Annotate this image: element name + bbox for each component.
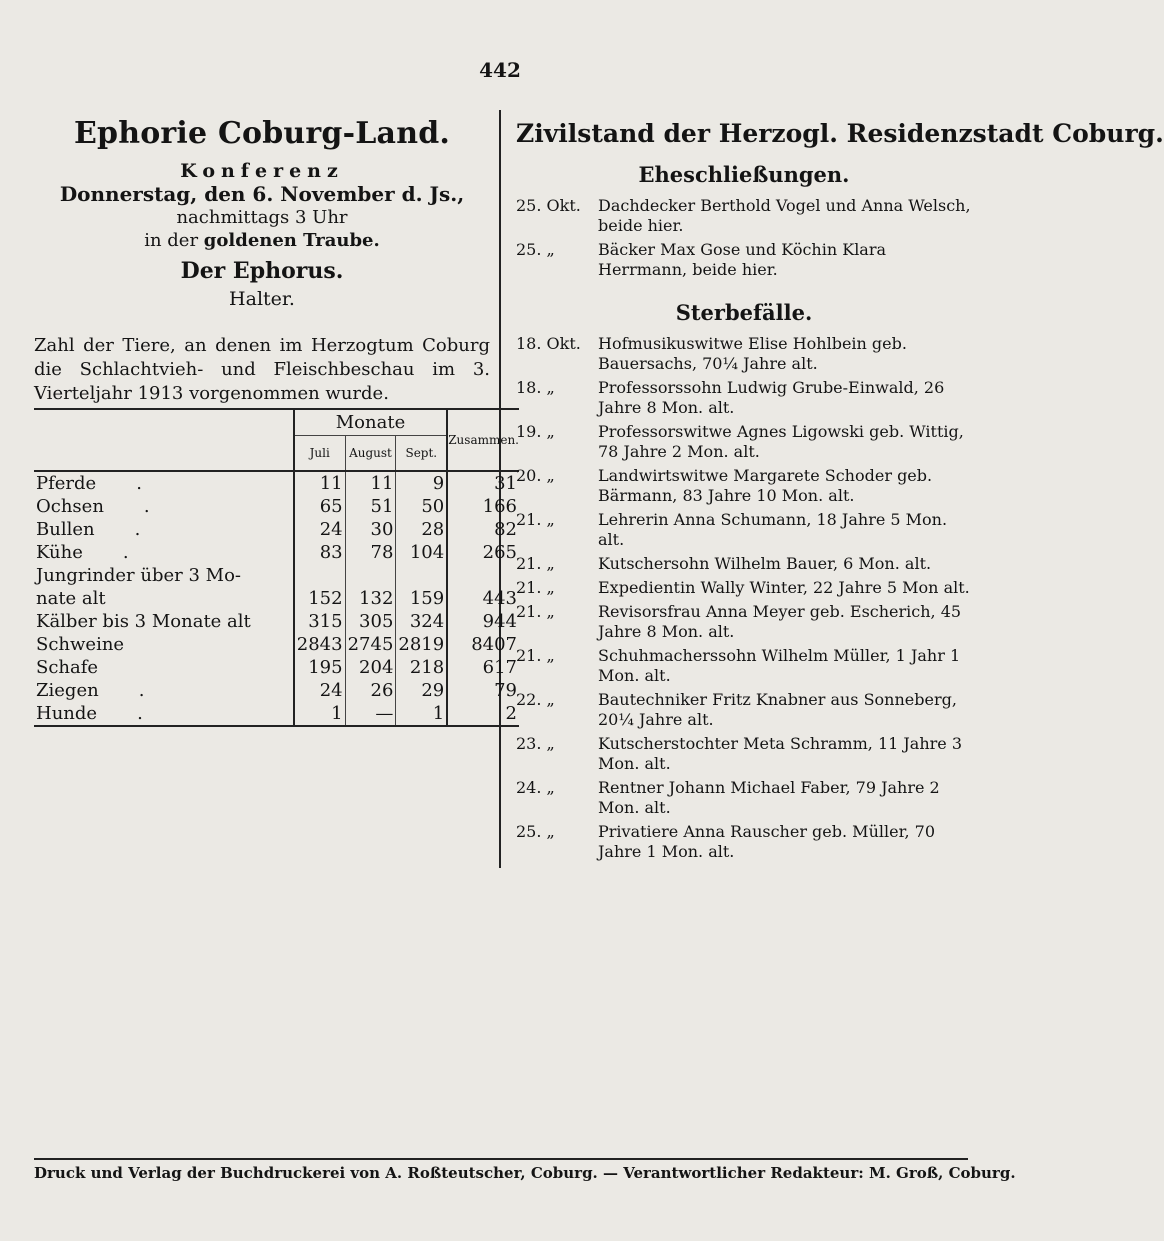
row-label <box>34 518 294 541</box>
label-header <box>34 409 294 471</box>
marriages-list <box>516 196 972 280</box>
row-label-text: Ochsen <box>36 496 104 517</box>
cell-value: 132 <box>345 587 396 610</box>
row-label-text: Bullen <box>36 519 95 540</box>
cell-value: 1 <box>294 702 345 726</box>
row-dots: . <box>137 703 143 724</box>
cell-value <box>294 564 345 587</box>
death-entry <box>516 510 972 550</box>
death-text: Rentner Johann Michael Faber, 79 Jahre 2 Mon. alt. <box>598 778 940 817</box>
right-column <box>516 110 1164 866</box>
table-row <box>34 495 519 518</box>
months-group-header: Monate <box>294 409 447 436</box>
page-number: 442 <box>479 58 521 82</box>
cell-value: 83 <box>294 541 345 564</box>
cell-value: 166 <box>447 495 519 518</box>
cell-value: 78 <box>345 541 396 564</box>
row-dots: . <box>122 542 129 563</box>
livestock-table <box>34 408 519 727</box>
death-date: 21. „ <box>516 510 555 529</box>
death-text: Kutscherstochter Meta Schramm, 11 Jahre 3 Mon. alt. <box>598 734 963 773</box>
marriage-date: 25. Okt. <box>516 196 581 215</box>
row-label <box>34 495 294 518</box>
cell-value: 31 <box>447 471 519 495</box>
row-label <box>34 471 294 495</box>
row-label <box>34 564 294 587</box>
table-row <box>34 471 519 495</box>
cell-value: 218 <box>396 656 447 679</box>
deaths-list <box>516 334 972 862</box>
cell-value: 65 <box>294 495 345 518</box>
cell-value: 24 <box>294 679 345 702</box>
row-label-text: Schafe <box>36 657 99 678</box>
marriage-text: Dachdecker Berthold Vogel und Anna Welsch, beide hier. <box>598 196 971 235</box>
cell-value: 28 <box>396 518 447 541</box>
row-label-text: nate alt <box>36 588 106 609</box>
conference-time: nachmittags 3 Uhr <box>176 207 348 228</box>
conference-place <box>34 229 490 252</box>
cell-value: 82 <box>447 518 519 541</box>
total-header: Zusammen. <box>447 409 519 471</box>
cell-value: 195 <box>294 656 345 679</box>
death-text: Professorssohn Ludwig Grube-Einwald, 26 Jahre 8 Mon. alt. <box>598 378 945 417</box>
row-label <box>34 587 294 610</box>
signer-title: Der Ephorus. <box>180 258 344 284</box>
table-intro: Zahl der Tiere, an denen im Herzogtum Coburg die Schlachtvieh- und Fleischbeschau im 3. Vierteljahr 1913 vorgenommen wurde. <box>34 335 490 404</box>
row-dots <box>241 565 281 586</box>
death-date: 22. „ <box>516 690 555 709</box>
cell-value: 8407 <box>447 633 519 656</box>
death-text: Professorswitwe Agnes Ligowski geb. Wittig, 78 Jahre 2 Mon. alt. <box>598 422 964 461</box>
row-label <box>34 633 294 656</box>
cell-value <box>345 564 396 587</box>
death-entry <box>516 578 972 598</box>
row-label <box>34 679 294 702</box>
death-entry <box>516 422 972 462</box>
row-dots <box>251 611 291 632</box>
cell-value: 265 <box>447 541 519 564</box>
cell-value: 79 <box>447 679 519 702</box>
death-date: 18. Okt. <box>516 334 581 353</box>
table-row <box>34 518 519 541</box>
cell-value: 617 <box>447 656 519 679</box>
cell-value: 51 <box>345 495 396 518</box>
deaths-heading: Sterbefälle. <box>675 300 813 325</box>
cell-value <box>396 564 447 587</box>
footer-rule <box>34 1158 968 1160</box>
cell-value: 50 <box>396 495 447 518</box>
table-row <box>34 610 519 633</box>
month-header: August <box>345 436 396 472</box>
death-date: 19. „ <box>516 422 555 441</box>
table-row <box>34 633 519 656</box>
death-entry <box>516 378 972 418</box>
cell-value <box>447 564 519 587</box>
cell-value: 2843 <box>294 633 345 656</box>
table-row <box>34 541 519 564</box>
row-dots <box>124 634 164 655</box>
death-text: Bautechniker Fritz Knabner aus Sonneberg, 20¼ Jahre alt. <box>598 690 957 729</box>
row-label <box>34 610 294 633</box>
table-row <box>34 587 519 610</box>
row-label-text: Pferde <box>36 473 97 494</box>
row-dots <box>106 588 146 609</box>
row-label-text: Schweine <box>36 634 125 655</box>
death-text: Revisorsfrau Anna Meyer geb. Escherich, 45 Jahre 8 Mon. alt. <box>598 602 962 641</box>
marriage-entry <box>516 196 972 236</box>
row-label-text: Hunde <box>36 703 98 724</box>
cell-value: 24 <box>294 518 345 541</box>
row-dots: . <box>138 680 145 701</box>
death-date: 21. „ <box>516 578 555 597</box>
place-prefix: in der <box>144 230 199 251</box>
marriage-entry <box>516 240 972 280</box>
marriages-heading: Eheschließungen. <box>638 162 850 187</box>
imprint-footer: Druck und Verlag der Buchdruckerei von A. Roßteutscher, Coburg. — Verantwortlicher Redakteur: M. Groß, Coburg. <box>34 1164 1016 1182</box>
cell-value: 29 <box>396 679 447 702</box>
death-text: Hofmusikuswitwe Elise Hohlbein geb. Bauersachs, 70¼ Jahre alt. <box>598 334 907 373</box>
cell-value: 324 <box>396 610 447 633</box>
death-entry <box>516 602 972 642</box>
death-date: 21. „ <box>516 646 555 665</box>
row-dots <box>98 657 138 678</box>
row-label <box>34 702 294 726</box>
death-date: 25. „ <box>516 822 555 841</box>
death-text: Lehrerin Anna Schumann, 18 Jahre 5 Mon. alt. <box>598 510 948 549</box>
death-date: 18. „ <box>516 378 555 397</box>
conference-heading: Konferenz <box>180 160 344 182</box>
death-entry <box>516 734 972 774</box>
row-dots: . <box>143 496 150 517</box>
cell-value: 11 <box>345 471 396 495</box>
cell-value: 2745 <box>345 633 396 656</box>
row-dots: . <box>136 473 142 494</box>
signer-name: Halter. <box>229 288 295 310</box>
cell-value: 152 <box>294 587 345 610</box>
death-entry <box>516 646 972 686</box>
conference-date: Donnerstag, den 6. November d. Js., <box>59 182 465 206</box>
cell-value: 11 <box>294 471 345 495</box>
death-date: 24. „ <box>516 778 555 797</box>
death-entry <box>516 778 972 818</box>
cell-value: 315 <box>294 610 345 633</box>
death-date: 23. „ <box>516 734 555 753</box>
right-title: Zivilstand der Herzogl. Residenzstadt Coburg. <box>516 119 1164 148</box>
death-text: Expedientin Wally Winter, 22 Jahre 5 Mon alt. <box>598 578 970 597</box>
cell-value: 2 <box>447 702 519 726</box>
cell-value: 30 <box>345 518 396 541</box>
cell-value: 1 <box>396 702 447 726</box>
cell-value: 305 <box>345 610 396 633</box>
death-text: Schuhmacherssohn Wilhelm Müller, 1 Jahr 1 Mon. alt. <box>598 646 961 685</box>
marriage-text: Bäcker Max Gose und Köchin Klara Herrmann, beide hier. <box>598 240 887 279</box>
cell-value: 104 <box>396 541 447 564</box>
death-entry <box>516 690 972 730</box>
row-label-text: Kälber bis 3 Monate alt <box>36 611 251 632</box>
death-date: 21. „ <box>516 602 555 621</box>
left-title: Ephorie Coburg-Land. <box>73 116 451 151</box>
death-entry <box>516 466 972 506</box>
death-date: 21. „ <box>516 554 555 573</box>
marriage-date: 25. „ <box>516 240 555 259</box>
death-entry <box>516 334 972 374</box>
cell-value: 9 <box>396 471 447 495</box>
cell-value: 26 <box>345 679 396 702</box>
death-text: Kutschersohn Wilhelm Bauer, 6 Mon. alt. <box>598 554 932 573</box>
death-entry <box>516 554 972 574</box>
table-row <box>34 702 519 726</box>
place-name: goldenen Traube. <box>203 230 380 251</box>
cell-value: 944 <box>447 610 519 633</box>
death-entry <box>516 822 972 862</box>
row-label-text: Ziegen <box>36 680 99 701</box>
cell-value: 2819 <box>396 633 447 656</box>
table-row <box>34 564 519 587</box>
cell-value: 204 <box>345 656 396 679</box>
death-text: Landwirtswitwe Margarete Schoder geb. Bärmann, 83 Jahre 10 Mon. alt. <box>598 466 933 505</box>
month-header: Sept. <box>396 436 447 472</box>
death-date: 20. „ <box>516 466 555 485</box>
cell-value: 443 <box>447 587 519 610</box>
death-text: Privatiere Anna Rauscher geb. Müller, 70 Jahre 1 Mon. alt. <box>598 822 935 861</box>
row-label <box>34 541 294 564</box>
left-column <box>34 110 519 727</box>
table-row <box>34 679 519 702</box>
cell-value: 159 <box>396 587 447 610</box>
cell-value: — <box>345 702 396 726</box>
row-label <box>34 656 294 679</box>
row-label-text: Jungrinder über 3 Mo- <box>36 565 241 586</box>
month-header: Juli <box>294 436 345 472</box>
row-dots: . <box>134 519 141 540</box>
row-label-text: Kühe <box>36 542 83 563</box>
table-row <box>34 656 519 679</box>
